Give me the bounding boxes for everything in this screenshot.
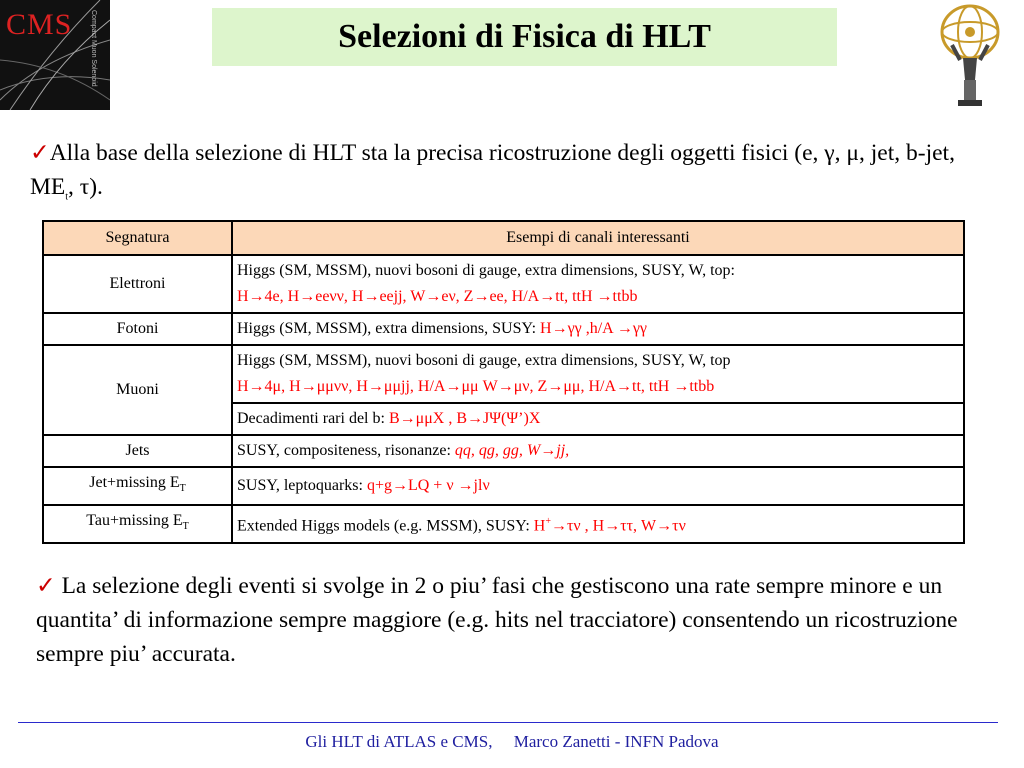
channels-red: →τν , H→ττ, W→τν: [550, 517, 686, 535]
cms-logo-subtitle: Compact Muon Solenoid: [90, 10, 97, 87]
selection-table: [42, 220, 965, 544]
channels-text: Higgs (SM, MSSM), extra dimensions, SUSY:: [237, 320, 541, 337]
sig-subscript: T: [179, 483, 186, 495]
title-box: [212, 8, 837, 66]
channels-red-sup: +: [545, 516, 551, 528]
table-row: [43, 467, 964, 505]
table-header-row: [43, 221, 964, 255]
page-title: Selezioni di Fisica di HLT: [338, 18, 711, 55]
checkmark-icon: ✓: [36, 573, 56, 599]
table-row: [43, 255, 964, 313]
footer-divider: [18, 722, 998, 723]
channels-red: q+g→LQ + ν →jlν: [366, 477, 490, 495]
channels-line-red: H→4e, H→eeνν, H→eejj, W→eν, Z→ee, H/A→tt, ttH →ttbb: [237, 288, 638, 305]
footer-right: Marco Zanetti - INFN Padova: [513, 732, 719, 751]
footer-left: Gli HLT di ATLAS e CMS,: [305, 732, 493, 751]
channels-line: Higgs (SM, MSSM), nuovi bosoni di gauge, extra dimensions, SUSY, W, top:: [237, 262, 735, 279]
row-channels-photons: [232, 313, 964, 345]
channels-red: H→γγ ,h/A →γγ: [540, 320, 647, 337]
row-label-photons: Fotoni: [43, 313, 232, 345]
checkmark-icon: ✓: [30, 140, 50, 166]
table-row: [43, 345, 964, 403]
header-signature: Segnatura: [43, 221, 232, 255]
row-channels-rare-b: [232, 403, 964, 435]
channels-line-red: H→4μ, H→μμνν, H→μμjj, H/A→μμ W→μν, Z→μμ, H/A→tt, ttH →ttbb: [237, 378, 715, 395]
intro-text-end: , τ).: [68, 174, 103, 200]
selection-paragraph: [36, 569, 1011, 671]
intro-text: Alla base della selezione di HLT sta la precisa ricostruzione degli oggetti fisici (e, γ, μ, jet, b-jet, ME: [30, 140, 955, 200]
channels-text: SUSY, leptoquarks:: [237, 477, 367, 495]
selection-text: La selezione degli eventi si svolge in 2 o piu’ fasi che gestiscono una rate sempre minore e un quantita’ di informazione sempre maggiore (e.g. hits nel tracciatore) consentendo un ricostruzione sempre piu’ accurata.: [36, 573, 958, 667]
table-row: [43, 313, 964, 345]
channels-red: B→μμX , B→JΨ(Ψ’)X: [388, 410, 541, 427]
table-row: [43, 505, 964, 543]
row-label-jets: Jets: [43, 435, 232, 467]
row-label-jet-missing: [43, 467, 232, 505]
table-row: [43, 435, 964, 467]
intro-subscript: t: [65, 191, 69, 203]
row-channels-jets: [232, 435, 964, 467]
row-channels-tau-missing: [232, 505, 964, 543]
row-channels-muons: [232, 345, 964, 403]
channels-text: Decadimenti rari del b:: [237, 410, 389, 427]
row-channels-jet-missing: [232, 467, 964, 505]
channels-red: qq, qg, gg, W→jj,: [454, 442, 570, 459]
row-label-electrons: Elettroni: [43, 255, 232, 313]
row-channels-electrons: [232, 255, 964, 313]
cms-logo: [0, 0, 110, 110]
channels-text: SUSY, compositeness, risonanze:: [237, 442, 455, 459]
sig-label: Tau+missing E: [86, 512, 183, 530]
header-channels: Esempi di canali interessanti: [232, 221, 964, 255]
channels-line: Higgs (SM, MSSM), nuovi bosoni di gauge, extra dimensions, SUSY, W, top: [237, 352, 731, 369]
atlas-logo: [930, 0, 1010, 108]
row-label-muons: Muoni: [43, 345, 232, 435]
channels-red: H: [533, 517, 546, 535]
row-label-tau-missing: [43, 505, 232, 543]
sig-label: Jet+missing E: [89, 474, 180, 491]
intro-paragraph: [30, 136, 990, 215]
cms-logo-text: CMS: [6, 8, 73, 41]
channels-text: Extended Higgs models (e.g. MSSM), SUSY:: [237, 517, 534, 535]
sig-subscript: T: [182, 521, 189, 533]
footer: [0, 732, 1024, 752]
